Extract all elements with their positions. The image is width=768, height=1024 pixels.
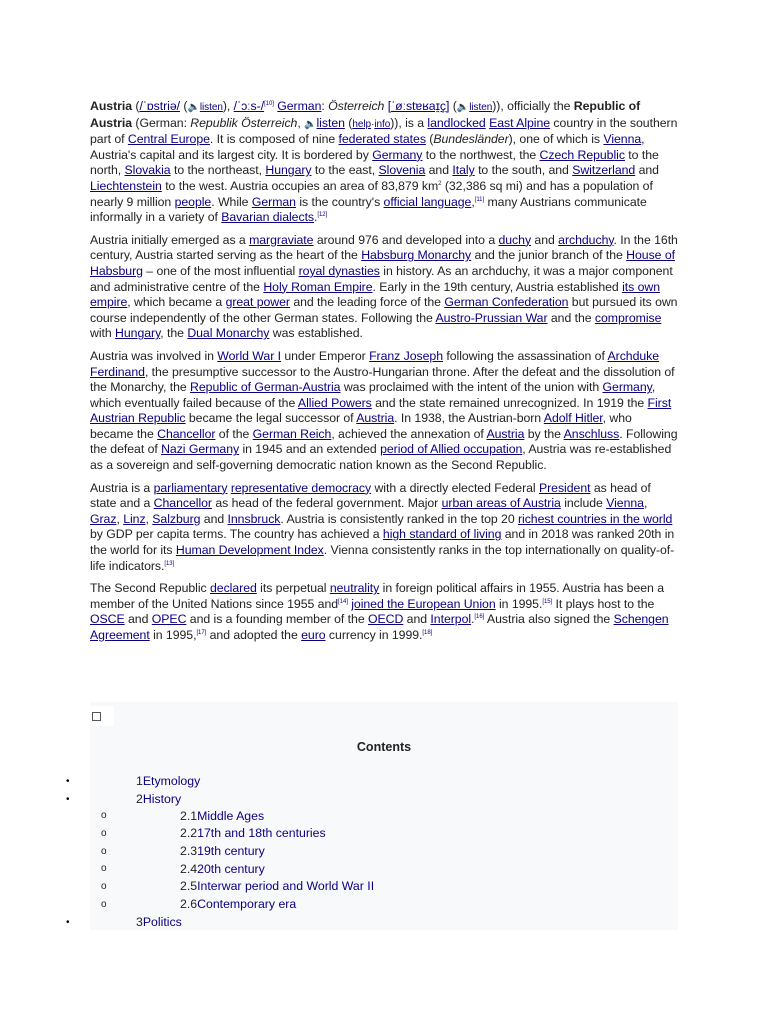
article-body [90,99,678,651]
text: , [297,115,305,130]
toc-item-contemporary-era[interactable] [180,897,296,911]
citation-ref[interactable]: [18] [422,629,433,636]
citation-ref[interactable]: [13] [164,560,175,567]
text: , [471,194,475,209]
article-link[interactable]: Czech Republic [539,147,625,162]
text: and is a founding member of the [186,612,368,627]
article-link[interactable]: OSCE [90,612,125,627]
article-link[interactable]: its own empire [90,279,660,310]
toc-number: 1 [136,774,143,788]
article-link[interactable]: Chancellor [157,426,216,441]
text: , the presumptive successor to the Austro-Hungarian throne. After the defeat and the dissolution of the Monarchy, the [90,364,675,395]
link-german[interactable]: German [277,99,322,113]
speaker-icon[interactable]: 🔈 [304,118,317,130]
toc-item-history[interactable] [136,792,181,806]
text: in 1945 and an extended [239,442,381,457]
article-link[interactable]: Anschluss [563,426,620,441]
text: : [321,99,329,113]
toc-text[interactable]: 19th century [197,844,265,858]
article-link[interactable]: World War I [217,348,281,363]
citation-ref[interactable]: [10] [264,100,274,107]
toc-text[interactable]: 20th century [197,862,265,876]
bold-text: Austria [90,99,133,113]
toc-number: 3 [136,915,143,929]
citation-ref[interactable]: [15] [542,598,553,605]
article-link[interactable]: Linz [123,511,146,526]
checkbox-icon[interactable] [92,712,101,721]
article-link[interactable]: Archduke Ferdinand [90,348,660,379]
article-link[interactable]: high standard of living [382,527,502,542]
article-link[interactable]: Bavarian dialects [221,210,315,225]
text: and [531,232,559,247]
text: . In the 16th century, Austria started serving as the heart of the [90,232,678,263]
text: ( [425,132,434,147]
text: and [200,511,228,526]
text: The Second Republic [90,581,210,596]
ipa-link[interactable]: [ˈøːstɐʁaɪ̯ç] [387,99,450,113]
article-link[interactable]: royal dynasties [298,263,380,278]
text: with a directly elected Federal [371,480,539,495]
toc-item-politics[interactable] [136,915,182,929]
article-link[interactable]: Salzburg [152,511,201,526]
italic-text: Bundesländer [433,132,509,147]
text: , [145,511,153,526]
text: Austria is a [90,480,154,495]
text: ( [180,99,188,113]
speaker-icon[interactable]: 🔈 [187,102,200,113]
text: , the [160,326,188,341]
paragraph-politics [90,481,678,575]
article-link[interactable]: German [251,194,296,209]
article-link[interactable]: Habsburg Monarchy [361,248,472,263]
text: , Austria's capital and its largest city. It is bordered by [90,132,645,162]
text: , which became a [127,295,226,310]
paragraph-wars [90,349,678,474]
article-link[interactable]: official language [383,194,472,209]
text: ), one of which is [508,132,604,147]
article-link[interactable]: Vienna [606,496,644,511]
article-link[interactable]: euro [301,628,326,642]
citation-ref[interactable]: [14] [338,598,348,605]
article-link[interactable]: Franz Joseph [369,348,443,363]
bullet: • [66,917,70,928]
article-link[interactable]: Germany [372,147,423,162]
text: as head of the federal government. Major [211,496,442,511]
text: in 1995, [149,628,197,642]
info-link[interactable]: info [374,118,391,130]
text: (German: [132,115,191,130]
toc-item-17th-18th-centuries[interactable] [180,826,326,840]
text: as head of state and a [90,480,651,511]
text: and [425,163,453,178]
article-link[interactable]: German Confederation [444,295,569,310]
article-link[interactable]: Austria [486,426,525,441]
article-link[interactable]: representative democracy [230,480,372,495]
text: and [124,612,152,627]
text: and the leading force of the [289,295,445,310]
toc-text[interactable]: History [142,792,182,806]
pronunciation-link[interactable]: /ˈɒstriə/ [139,99,181,113]
text: in history. As an archduchy, it was a major component and administrative centre of the [90,263,673,294]
text: its perpetual [256,581,330,596]
article-link[interactable]: Dual Monarchy [187,326,270,341]
toc-number: 2 [136,792,143,806]
citation-ref[interactable]: [16] [474,614,485,621]
speaker-icon[interactable]: 🔈 [456,102,470,113]
article-link[interactable]: Holy Roman Empire [263,279,373,294]
toc-item-middle-ages[interactable] [180,809,264,823]
toc-title: Contents [356,740,412,754]
article-link[interactable]: Human Development Index [175,543,324,558]
text: . Early in the 19th century, Austria established [372,279,623,294]
article-link[interactable]: House of Habsburg [90,248,675,278]
text: It plays host to the [552,596,655,611]
superscript: 2 [438,180,442,187]
text: , who became the [90,411,632,441]
listen-link[interactable]: listen [316,115,345,130]
article-link[interactable]: parliamentary [153,480,228,495]
article-link[interactable]: joined the European Union [351,596,496,611]
article-link[interactable]: Central Europe [127,132,210,147]
text: and the state remained unrecognized. In 1919 the [371,395,648,410]
text: country in the southern part of [90,115,678,147]
text: )), officially the [492,99,574,113]
text: . It is composed of nine [209,132,339,147]
toc-text[interactable]: Middle Ages [197,809,265,823]
article-link[interactable]: Slovenia [378,163,426,178]
text: ( [449,99,457,113]
listen-link[interactable]: listen [469,102,493,113]
article-link[interactable]: German Reich [252,426,332,441]
text: ( [132,99,140,113]
article-link[interactable]: neutrality [329,581,380,596]
toc-number: 2.5 [180,879,198,893]
text: was established. [269,326,363,341]
text: of the [215,426,253,441]
text: in foreign political affairs in 1955. Austria has been a member of the United Nations since 1955 and [90,581,664,611]
article-link[interactable]: Austria [356,411,395,426]
text: under Emperor [280,348,370,363]
toc-text[interactable]: 17th and 18th centuries [197,826,326,840]
article-link[interactable]: Switzerland [572,163,636,178]
toc-item-etymology[interactable] [136,774,200,788]
citation-ref[interactable]: [11] [474,196,485,203]
text: – one of the most influential [142,263,299,278]
article-link[interactable]: people [174,194,212,209]
text: to the northeast, [170,163,266,178]
article-link[interactable]: Slovakia [124,163,171,178]
circle-bullet: o [101,899,107,910]
article-link[interactable]: Allied Powers [297,395,372,410]
toc-toggle[interactable] [90,706,114,726]
bullet: • [66,776,70,787]
text: . Austria is consistently ranked in the top 20 [280,511,518,526]
text: (32,386 sq mi) and has a population of nearly 9 million [90,178,653,209]
article-link[interactable]: archduchy [558,232,614,247]
italic-text: Republik Österreich [190,115,298,130]
text: . [471,612,475,627]
table-of-contents [90,702,678,930]
text: to the west. Austria occupies an area of 83,879 km [161,178,439,193]
toc-number: 2.6 [180,897,198,911]
circle-bullet: o [101,810,107,821]
toc-text[interactable]: Etymology [142,774,201,788]
text: , which eventually failed because of the [90,380,656,410]
article-link[interactable]: declared [210,581,257,596]
text: and the [547,310,595,325]
text: )), is a [390,115,428,130]
text: to the south, and [474,163,573,178]
text: many Austrians communicate informally in a variety of [90,194,647,225]
text: , Austria was re-established as a sovereign and self-governing democratic nation known as the Second Republic. [90,442,672,473]
toc-number: 2.2 [180,826,198,840]
text: . Following the defeat of [90,426,678,457]
bold-text: Republic of Austria [90,99,641,130]
text: . [314,210,318,225]
text: was proclaimed with the intent of the union with [340,380,603,395]
article-link[interactable]: Hungary [115,326,161,341]
circle-bullet: o [101,863,107,874]
text: currency in 1999. [325,628,423,642]
toc-item-20th-century[interactable] [180,862,265,876]
article-link[interactable]: Chancellor [153,496,212,511]
citation-ref[interactable]: [17] [196,629,207,636]
article-link[interactable]: Schengen Agreement [90,612,669,642]
listen-link[interactable]: listen [199,102,223,113]
article-link[interactable]: richest countries in the world [517,511,673,526]
text: , [116,511,124,526]
article-link[interactable]: compromise [594,310,662,325]
text: ( [344,115,353,130]
citation-ref[interactable]: [12] [317,212,328,219]
separator: · [371,118,375,130]
article-link[interactable]: Vienna [603,132,642,147]
article-link[interactable]: Interpol [430,612,472,627]
text: Austria also signed the [484,612,614,627]
article-link[interactable]: federated states [338,132,426,147]
text: to the north, [90,147,659,178]
article-link[interactable]: Republic of German-Austria [190,380,341,395]
bullet: • [66,794,70,805]
article-link[interactable]: Adolf Hitler [543,411,603,426]
help-link[interactable]: help [352,118,372,130]
text: , [643,496,648,511]
text: Austria was involved in [90,348,218,363]
article-link[interactable]: Hungary [265,163,312,178]
article-link[interactable]: urban areas of Austria [441,496,561,511]
text: around 976 and developed into a [313,232,499,247]
circle-bullet: o [101,828,107,839]
text: but pursued its own course independently of the other German states. Following the [90,295,678,325]
article-link[interactable]: East Alpine [489,115,551,130]
toc-text[interactable]: Politics [142,915,182,929]
text: with [90,326,116,341]
text: became the legal successor of [185,411,357,426]
text: by GDP per capita terms. The country has achieved a [90,527,383,542]
text: is the country's [295,194,384,209]
article-link[interactable]: period of Allied occupation [380,442,523,457]
article-link[interactable]: Liechtenstein [90,178,162,193]
article-link[interactable]: Graz [90,511,117,526]
toc-item-interwar-wwii[interactable] [180,879,374,893]
article-link[interactable]: duchy [498,232,532,247]
article-link[interactable]: landlocked [427,115,486,130]
text: Austria initially emerged as a [90,232,250,247]
article-link[interactable]: Austro-Prussian War [435,310,548,325]
text: , achieved the annexation of [331,426,487,441]
text: to the northwest, the [422,147,540,162]
article-link[interactable]: First Austrian Republic [90,395,672,426]
circle-bullet: o [101,846,107,857]
toc-text[interactable]: Interwar period and World War II [197,879,375,893]
text: following the assassination of [443,348,608,363]
article-link[interactable]: OECD [367,612,404,627]
pronunciation-link[interactable]: /ˈɔːs-/ [233,99,265,113]
toc-item-19th-century[interactable] [180,844,265,858]
circle-bullet: o [101,881,107,892]
text: and [635,163,659,178]
text: ), [222,99,234,113]
text: by the [524,426,564,441]
paragraph-international [90,581,678,643]
paragraph-history [90,233,678,342]
toc-number: 2.3 [180,844,198,858]
text: and the junior branch of the [471,248,627,263]
text: and adopted the [206,628,302,642]
text: and [403,612,431,627]
article-link[interactable]: Nazi Germany [161,442,240,457]
article-link[interactable]: Innsbruck [227,511,281,526]
article-link[interactable]: President [538,480,591,495]
text: and in 2018 was ranked 20th in the world for its [90,527,675,558]
article-link[interactable]: margraviate [249,232,314,247]
article-link[interactable]: great power [225,295,290,310]
article-link[interactable]: OPEC [151,612,187,627]
toc-number: 2.1 [180,809,198,823]
text: . Vienna consistently ranks in the top internationally on quality-of-life indicators. [90,543,675,573]
toc-number: 2.4 [180,862,198,876]
toc-text[interactable]: Contemporary era [197,897,297,911]
text: to the east, [311,163,379,178]
paragraph-intro [90,99,678,226]
text: . While [211,194,252,209]
article-link[interactable]: Germany [602,380,652,395]
text: . In 1938, the Austrian-born [394,411,544,426]
italic-text: Österreich [328,99,385,113]
text: in 1995. [495,596,543,611]
article-link[interactable]: Italy [452,163,475,178]
text: include [560,496,607,511]
